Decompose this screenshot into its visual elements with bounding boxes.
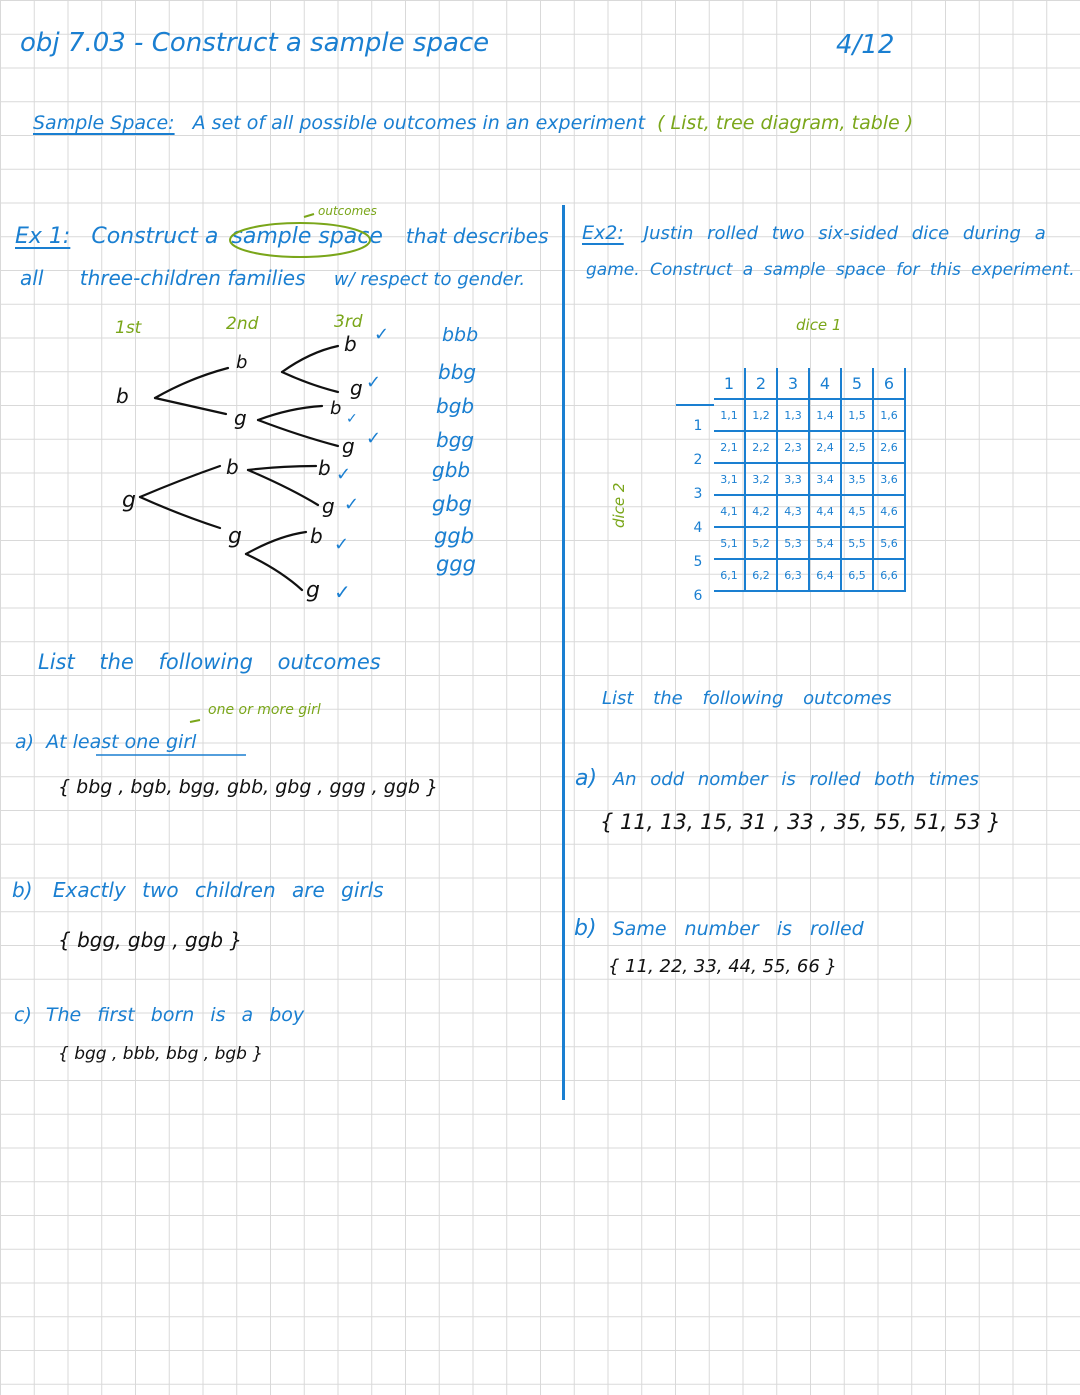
ex2-line1: [582, 224, 1046, 243]
table-cell: 6,2: [745, 559, 777, 591]
outcome-item: bbb: [442, 324, 479, 346]
table-cell: 3,1: [714, 463, 745, 495]
table-cell: 1,2: [745, 399, 777, 431]
table-cell: 1,3: [777, 399, 809, 431]
tree-l2-g1: g: [234, 406, 247, 430]
table-row: [714, 463, 905, 495]
tree-l2-g2: g: [228, 524, 242, 549]
table-cell: 4,3: [777, 495, 809, 527]
table-cell: 2,5: [841, 431, 873, 463]
table-row: [714, 495, 905, 527]
table-cell: 4,4: [809, 495, 841, 527]
table-header-rule: [676, 404, 714, 406]
table-cell: 4,1: [714, 495, 745, 527]
column-header: 2: [745, 368, 777, 399]
tree-l3-g3: g: [322, 494, 335, 518]
ex1-line1-post: that describes: [405, 224, 549, 248]
ex2-part-a: [575, 768, 979, 790]
table-cell: 2,1: [714, 431, 745, 463]
row-label: 1: [693, 418, 703, 434]
ex1-label: Ex 1:: [15, 224, 71, 249]
tree-l2-b1: b: [236, 352, 248, 373]
outcome-item: gbg: [432, 492, 472, 516]
table-cell: 1,5: [841, 399, 873, 431]
check-icon: ✓: [344, 494, 360, 515]
tree-l3-g1: g: [350, 376, 363, 400]
ex1-part-c-answer: { bgg , bbb, bbg , bgb }: [58, 1044, 264, 1064]
tree-l3-b4: b: [310, 524, 323, 548]
ex1-line1-pre: Construct a: [91, 224, 219, 249]
tree-l1-g: g: [122, 488, 136, 513]
table-cell: 5,5: [841, 527, 873, 559]
table-cell: 5,1: [714, 527, 745, 559]
table-cell: 1,1: [714, 399, 745, 431]
table-row: [714, 527, 905, 559]
outcomes-note: outcomes: [318, 204, 377, 218]
ex1-list-heading: List the following outcomes: [38, 650, 381, 674]
ex1-part-c-question: The first born is a boy: [45, 1004, 305, 1026]
outcome-item: bgg: [436, 428, 475, 452]
outcome-item: bbg: [438, 360, 477, 384]
ex2-part-b-label: b): [574, 916, 597, 941]
ex2-part-b: [574, 918, 864, 940]
table-cell: 6,3: [777, 559, 809, 591]
check-icon: ✓: [336, 464, 352, 485]
page-date: 4/12: [836, 30, 895, 60]
definition-term: Sample Space:: [33, 112, 175, 134]
ex1-part-b-question: Exactly two children are girls: [52, 878, 384, 902]
column-header: 3: [777, 368, 809, 399]
table-cell: 3,5: [841, 463, 873, 495]
tree-header-1: 1st: [115, 318, 142, 338]
row-label: 5: [693, 554, 703, 570]
dice1-label: dice 1: [796, 316, 842, 334]
row-label: 6: [693, 588, 703, 604]
row-label: 2: [693, 452, 703, 468]
table-cell: 5,6: [873, 527, 905, 559]
ex1-circled-term: sample space: [231, 224, 383, 249]
table-cell: 6,1: [714, 559, 745, 591]
table-row: [714, 559, 905, 591]
outcome-item: gbb: [432, 458, 471, 482]
definition-text: A set of all possible outcomes in an experiment: [192, 112, 646, 134]
table-cell: 6,5: [841, 559, 873, 591]
table-header-row: [714, 368, 905, 399]
table-row: [714, 399, 905, 431]
ex1-line2-pre: all: [20, 266, 44, 290]
column-header: 6: [873, 368, 905, 399]
table-cell: 2,2: [745, 431, 777, 463]
table-cell: 5,3: [777, 527, 809, 559]
tree-l3-g4: g: [306, 578, 320, 603]
table-cell: 3,6: [873, 463, 905, 495]
row-label: 4: [693, 520, 703, 536]
table-cell: 4,5: [841, 495, 873, 527]
check-icon: ✓: [374, 324, 390, 345]
definition-parenthetical: ( List, tree diagram, table ): [657, 112, 914, 134]
table-cell: 1,6: [873, 399, 905, 431]
table-cell: 2,4: [809, 431, 841, 463]
ex1-line2-post: w/ respect to gender.: [333, 269, 526, 290]
dice2-label: dice 2: [610, 482, 628, 528]
dice-outcome-table: [714, 368, 906, 592]
outcome-item: bgb: [436, 394, 475, 418]
check-icon: ✓: [346, 411, 358, 427]
ex2-part-a-label: a): [575, 766, 598, 791]
tree-l3-b2: b: [330, 398, 342, 419]
check-icon: ✓: [366, 428, 382, 449]
ex2-part-b-answer: { 11, 22, 33, 44, 55, 66 }: [608, 956, 837, 977]
ex1-part-a-question: At least one girl: [46, 731, 197, 753]
check-icon: ✓: [334, 580, 351, 604]
ex2-line2: game. Construct a sample space for this experiment.: [586, 260, 1075, 280]
tree-l3-b3: b: [318, 456, 331, 480]
table-cell: 3,3: [777, 463, 809, 495]
table-row: [714, 431, 905, 463]
table-cell: 5,4: [809, 527, 841, 559]
table-cell: 1,4: [809, 399, 841, 431]
ex2-list-heading: List the following outcomes: [602, 688, 892, 709]
ex2-line1-text: Justin rolled two six-sided dice during a: [643, 223, 1046, 244]
tree-l1-b: b: [116, 384, 129, 408]
column-header: 4: [809, 368, 841, 399]
column-header: 5: [841, 368, 873, 399]
table-cell: 2,6: [873, 431, 905, 463]
ex1-part-a-answer: { bbg , bgb, bgg, gbb, gbg , ggg , ggb }: [58, 776, 439, 798]
tree-l3-b1: b: [344, 332, 357, 356]
ex1-part-a-label: a): [15, 731, 35, 753]
column-header: 1: [714, 368, 745, 399]
table-cell: 6,4: [809, 559, 841, 591]
ex2-part-a-question: An odd nomber is rolled both times: [612, 769, 979, 790]
outcome-item: ggg: [436, 552, 476, 576]
tree-header-3: 3rd: [334, 312, 363, 332]
ex1-part-b-label: b): [12, 878, 33, 902]
ex2-label: Ex2:: [582, 222, 624, 244]
page-title: obj 7.03 - Construct a sample space: [20, 28, 490, 58]
ex1-a-note: one or more girl: [208, 702, 321, 718]
table-cell: 6,6: [873, 559, 905, 591]
ex1-part-b-answer: { bgg, gbg , ggb }: [58, 928, 243, 952]
table-cell: 5,2: [745, 527, 777, 559]
check-icon: ✓: [366, 372, 382, 393]
ex2-part-a-answer: { 11, 13, 15, 31 , 33 , 35, 55, 51, 53 }: [600, 810, 1001, 834]
tree-header-2: 2nd: [226, 314, 259, 334]
tree-l2-b2: b: [226, 455, 239, 479]
outcome-item: ggb: [434, 524, 474, 548]
table-cell: 3,4: [809, 463, 841, 495]
ex1-part-c-label: c): [14, 1004, 32, 1026]
tree-l3-g2: g: [342, 434, 355, 458]
check-icon: ✓: [334, 534, 350, 555]
ex2-part-b-question: Same number is rolled: [612, 918, 864, 940]
table-cell: 2,3: [777, 431, 809, 463]
row-label: 3: [693, 486, 703, 502]
table-cell: 4,2: [745, 495, 777, 527]
table-cell: 4,6: [873, 495, 905, 527]
ex1-line2-mid: three-children families: [79, 266, 306, 290]
table-cell: 3,2: [745, 463, 777, 495]
